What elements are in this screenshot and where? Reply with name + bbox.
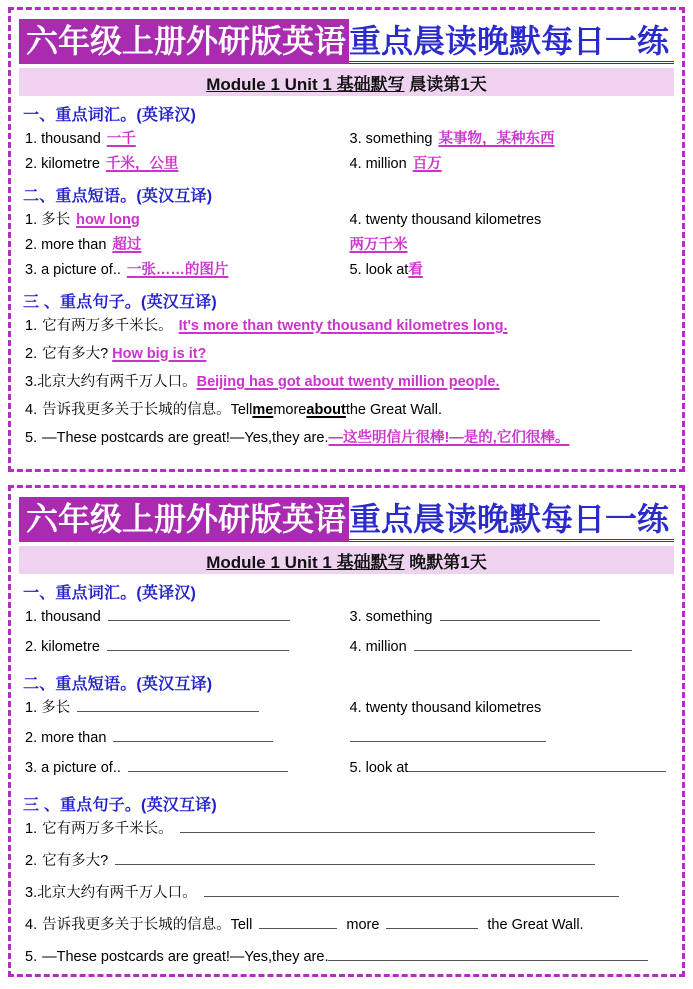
panel1-phrase-item-1 [25,208,350,229]
panel1-vocab-item-4 [350,152,675,173]
item-number: 4. [25,402,38,418]
item-answer: 超过 [112,237,142,253]
panel2-sentence-4 [25,913,674,945]
answer-blank[interactable] [414,635,632,651]
panel2-phrase-item-2 [25,726,350,746]
item-answer: 两万千米 [349,237,408,253]
item-number: 2. [25,237,38,253]
panel2-vocab-item-2 [25,635,350,655]
panel2-title [19,497,674,542]
panel2-sentence-3 [25,881,674,913]
panel1-sentence-1 [25,314,674,342]
sentence4-part2: more [273,402,307,418]
item-prompt: million [365,156,407,172]
item-prompt: million [365,639,407,655]
panel2-sentence-2 [25,849,674,881]
panel2-sentence-1 [25,817,674,849]
item-answer: 一张……的图片 [126,262,229,278]
sentence4-fill1: me [252,402,274,418]
answer-blank[interactable] [408,756,666,772]
item-number: 1. [25,821,38,837]
item-prompt: more than [41,730,107,746]
answer-blank[interactable] [113,726,273,742]
item-number: 5. [349,760,362,776]
title-left-text: 六年级上册外研版英语 [19,497,349,542]
item-number: 1. [25,700,38,716]
panel1-phrase-row-3 [25,258,674,283]
answer-blank[interactable] [440,605,600,621]
item-number: 3. [25,374,38,390]
item-number: 1. [25,212,38,228]
panel1-phrase-item-3 [25,258,350,279]
answer-blank[interactable] [115,849,595,865]
answer-blank[interactable] [386,913,478,929]
item-number: 3. [25,262,38,278]
item-prompt: more than [41,237,107,253]
item-number: 4. [25,917,38,933]
item-number: 1. [25,318,38,334]
panel1-sentence-heading: 三 、重点句子。(英汉互译) [23,294,217,311]
panel1-phrase-item-4-answer [350,233,675,254]
panel1-phrase-row-1 [25,208,674,233]
item-prompt: 它有多大? [42,346,109,362]
panel1-vocab-item-3 [350,127,675,148]
item-number: 3. [25,760,38,776]
title-right-text: 重点晨读晚默每日一练 [349,497,674,542]
item-prompt: —These postcards are great!—Yes,they are. [42,430,329,446]
item-prompt: twenty thousand kilometres [365,700,542,716]
item-answer: It's more than twenty thousand kilometres long. [178,318,508,334]
panel2-vocab-row-2 [25,635,674,665]
panel-evening-dictation [8,485,685,977]
sentence4-part1: 告诉我更多关于长城的信息。Tell [42,917,253,933]
item-prompt: look at [365,760,409,776]
panel-morning-reading [8,7,685,472]
panel1-phrase-item-2 [25,233,350,254]
item-number: 3. [349,609,362,625]
item-prompt: 它有两万多千米长。 [42,821,173,837]
panel2-subtitle-day: 晚默第1天 [404,552,487,572]
item-number: 5. [349,262,362,278]
item-answer: 看 [408,262,423,278]
panel1-vocab-item-2 [25,152,350,173]
answer-blank[interactable] [328,945,648,961]
item-prompt: kilometre [41,156,100,172]
answer-blank[interactable] [108,605,290,621]
item-answer: how long [76,212,140,228]
panel2-phrase-item-5 [350,756,675,776]
panel2-vocab-item-4 [350,635,675,655]
item-number: 5. [25,949,38,965]
panel2-phrase-item-1 [25,696,350,717]
item-prompt: thousand [41,131,101,147]
panel1-sentence-2 [25,342,674,370]
item-number: 2. [25,853,38,869]
panel2-sentence-heading: 三 、重点句子。(英汉互译) [23,797,217,814]
item-prompt: 它有多大? [42,853,109,869]
panel1-subtitle-day: 晨读第1天 [404,74,487,94]
sentence4-part3: the Great Wall. [345,402,443,418]
item-number: 4. [349,700,362,716]
item-prompt: 多长 [41,212,71,228]
panel1-subtitle-bar [19,68,674,96]
item-prompt: a picture of.. [41,262,121,278]
sentence4-part3: the Great Wall. [487,917,584,933]
item-answer: 某事物，某种东西 [438,131,555,147]
answer-blank[interactable] [204,881,619,897]
item-number: 2. [25,156,38,172]
panel2-subtitle-module: Module 1 Unit 1 基础默写 [206,552,405,572]
item-answer: 千米，公里 [105,156,179,172]
item-prompt: 多长 [41,700,71,716]
panel1-sentence-4 [25,398,674,426]
item-number: 1. [25,131,38,147]
item-number: 4. [349,639,362,655]
item-number: 4. [349,156,362,172]
sentence4-part1: 告诉我更多关于长城的信息。Tell [42,402,253,418]
item-prompt: 北京大约有两千万人口。 [37,885,197,901]
item-answer: How big is it? [112,346,207,362]
item-number: 2. [25,346,38,362]
answer-blank[interactable] [107,635,289,651]
item-number: 3. [349,131,362,147]
panel1-sentence-5 [25,426,674,454]
panel1-title [19,19,674,64]
answer-blank[interactable] [77,696,259,712]
answer-blank[interactable] [350,726,546,742]
panel1-sentence-3 [25,370,674,398]
panel2-subtitle-bar [19,546,674,574]
item-number: 1. [25,609,38,625]
item-answer: —这些明信片很棒!—是的,它们很棒。 [328,430,570,446]
item-prompt: something [365,131,433,147]
panel1-vocab-row-1 [25,127,674,152]
panel1-vocab-row-2 [25,152,674,177]
sentence4-part2: more [346,917,380,933]
sentence4-fill2: about [306,402,346,418]
item-prompt: something [365,609,433,625]
panel2-sentence-5 [25,945,674,977]
item-number: 2. [25,730,38,746]
panel2-phrase-item-4 [350,700,675,716]
panel2-phrase-item-3 [25,756,350,776]
panel2-vocab-item-3 [350,605,675,625]
answer-blank[interactable] [259,913,337,929]
panel1-phrase-heading: 二、重点短语。(英汉互译) [23,188,213,205]
panel2-phrase-row-1 [25,696,674,726]
item-answer: 百万 [412,156,442,172]
panel2-phrase-row-3 [25,756,674,786]
panel1-subtitle [206,70,487,95]
panel2-subtitle [206,548,487,573]
item-answer: 一千 [106,131,136,147]
title-right-text: 重点晨读晚默每日一练 [349,19,674,64]
panel1-vocab-item-1 [25,127,350,148]
panel2-phrase-item-4-blank [350,726,675,742]
panel2-vocab-item-1 [25,605,350,625]
panel1-phrase-item-4 [350,212,675,228]
item-prompt: 北京大约有两千万人口。 [37,374,197,390]
panel1-phrase-row-2 [25,233,674,258]
panel1-phrase-item-5 [350,258,675,279]
item-number: 3. [25,885,38,901]
item-number: 2. [25,639,38,655]
item-prompt: kilometre [41,639,100,655]
panel1-subtitle-module: Module 1 Unit 1 基础默写 [206,74,405,94]
item-prompt: 它有两万多千米长。 [42,318,173,334]
answer-blank[interactable] [180,817,595,833]
item-prompt: —These postcards are great!—Yes,they are. [42,949,329,965]
item-prompt: look at [365,262,409,278]
answer-blank[interactable] [128,756,288,772]
panel2-vocab-row-1 [25,605,674,635]
item-number: 5. [25,430,38,446]
panel2-phrase-heading: 二、重点短语。(英汉互译) [23,676,213,693]
panel1-vocab-heading: 一、重点词汇。(英译汉) [23,107,197,124]
panel2-phrase-row-2 [25,726,674,756]
item-prompt: a picture of.. [41,760,121,776]
item-answer: Beijing has got about twenty million people. [196,374,500,390]
panel2-vocab-heading: 一、重点词汇。(英译汉) [23,585,197,602]
item-prompt: twenty thousand kilometres [365,212,542,228]
title-left-text: 六年级上册外研版英语 [19,19,349,64]
item-number: 4. [349,212,362,228]
item-prompt: thousand [41,609,101,625]
